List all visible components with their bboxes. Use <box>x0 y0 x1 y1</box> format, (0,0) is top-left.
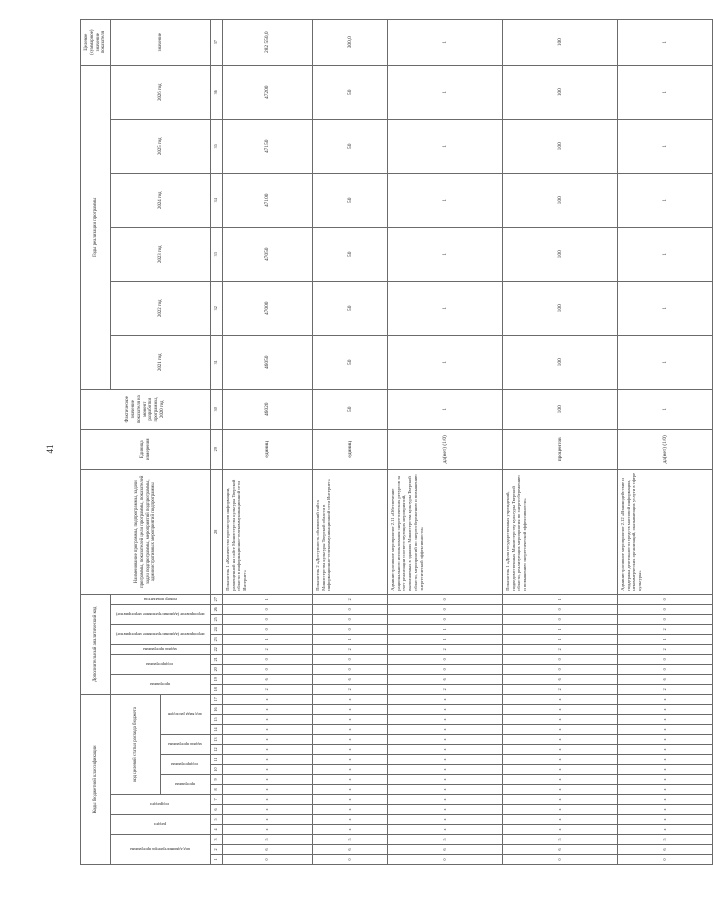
row-year-value: 50 <box>313 335 388 389</box>
code-cell: х <box>313 825 388 835</box>
code-cell: 6 <box>503 674 618 684</box>
code-cell: 0 <box>388 855 503 865</box>
code-cell: х <box>503 815 618 825</box>
header-program-code: программа <box>161 775 211 795</box>
header-expense-type: код вида расходов <box>161 694 211 734</box>
code-cell: х <box>313 705 388 715</box>
code-cell: 0 <box>313 614 388 624</box>
code-cell: х <box>313 795 388 805</box>
header-subprogram-code: подпрограмма <box>161 755 211 775</box>
row-target: 1 <box>388 19 503 65</box>
column-number: 9 <box>211 775 223 785</box>
code-cell: х <box>503 694 618 704</box>
page-number: 41 <box>45 444 55 454</box>
code-cell: 0 <box>313 664 388 674</box>
code-cell: х <box>223 775 313 785</box>
column-number: 13 <box>211 735 223 745</box>
row-year-value: 1 <box>388 65 503 119</box>
code-cell: х <box>503 775 618 785</box>
code-cell: 0 <box>388 654 503 664</box>
code-cell: х <box>618 745 713 755</box>
column-number: 30 <box>211 389 223 429</box>
code-cell: 0 <box>223 614 313 624</box>
code-cell: 6 <box>503 845 618 855</box>
column-number: 12 <box>211 745 223 755</box>
row-fact: 1 <box>388 389 503 429</box>
code-cell: х <box>618 715 713 725</box>
row-target: 100 <box>503 19 618 65</box>
code-cell: х <box>503 705 618 715</box>
code-cell: х <box>313 765 388 775</box>
code-cell: 2 <box>388 684 503 694</box>
code-cell: 0 <box>223 604 313 614</box>
row-year-value: 50 <box>313 173 388 227</box>
column-number: 23 <box>211 634 223 644</box>
code-cell: х <box>618 805 713 815</box>
row-year-value: 1 <box>618 65 713 119</box>
row-year-value: 47100 <box>223 173 313 227</box>
column-number: 2 <box>211 845 223 855</box>
row-year-value: 1 <box>618 335 713 389</box>
code-cell: х <box>223 745 313 755</box>
code-cell: 0 <box>503 664 618 674</box>
row-year-value: 47050 <box>223 227 313 281</box>
code-cell: х <box>223 694 313 704</box>
code-cell: х <box>313 785 388 795</box>
row-year-value: 50 <box>313 119 388 173</box>
row-year-value: 47000 <box>223 281 313 335</box>
code-cell: х <box>313 715 388 725</box>
row-year-value: 1 <box>388 227 503 281</box>
row-fact: 46020 <box>223 389 313 429</box>
column-number: 7 <box>211 795 223 805</box>
header-year-2022: 2022 год <box>111 281 211 335</box>
column-number: 27 <box>211 594 223 604</box>
code-cell: 5 <box>388 835 503 845</box>
header-task: задача программы <box>111 644 211 654</box>
code-cell: 1 <box>618 634 713 644</box>
code-cell: х <box>503 715 618 725</box>
code-cell: 0 <box>503 654 618 664</box>
code-cell: 2 <box>223 644 313 654</box>
code-cell: 2 <box>618 644 713 654</box>
code-cell: х <box>503 735 618 745</box>
header-year-2021: 2021 год <box>111 335 211 389</box>
row-year-value: 100 <box>503 65 618 119</box>
row-year-value: 1 <box>388 335 503 389</box>
column-number: 10 <box>211 765 223 775</box>
row-fact: 1 <box>618 389 713 429</box>
column-number: 29 <box>211 429 223 469</box>
column-number: 4 <box>211 825 223 835</box>
row-year-value: 1 <box>618 281 713 335</box>
row-year-value: 100 <box>503 335 618 389</box>
code-cell: 0 <box>503 604 618 614</box>
code-cell: х <box>503 745 618 755</box>
code-cell: 1 <box>223 634 313 644</box>
column-number: 32 <box>211 281 223 335</box>
code-cell: х <box>618 825 713 835</box>
code-cell: 0 <box>223 654 313 664</box>
code-cell: х <box>223 705 313 715</box>
code-cell: х <box>388 745 503 755</box>
code-cell: х <box>618 735 713 745</box>
column-number: 19 <box>211 674 223 684</box>
code-cell: 6 <box>313 674 388 684</box>
code-cell: х <box>223 735 313 745</box>
column-number: 15 <box>211 715 223 725</box>
row-year-value: 1 <box>388 281 503 335</box>
code-cell: х <box>618 785 713 795</box>
code-cell: 6 <box>223 674 313 684</box>
column-number: 3 <box>211 835 223 845</box>
code-cell: 0 <box>388 664 503 674</box>
column-number: 28 <box>211 469 223 594</box>
code-cell: х <box>388 795 503 805</box>
row-year-value: 1 <box>388 119 503 173</box>
code-cell: х <box>313 815 388 825</box>
code-cell: х <box>503 755 618 765</box>
code-cell: х <box>223 785 313 795</box>
code-cell: 0 <box>388 614 503 624</box>
row-unit: процентов <box>503 429 618 469</box>
column-number: 18 <box>211 684 223 694</box>
code-cell: 0 <box>503 614 618 624</box>
code-cell: х <box>388 805 503 815</box>
row-unit: единиц <box>223 429 313 469</box>
code-cell: х <box>388 725 503 735</box>
header-section: раздел <box>111 815 211 835</box>
code-cell: х <box>618 775 713 785</box>
header-fact: Фактическое значение показателя на момент разработки программы, 2020 год <box>81 389 211 429</box>
header-admin-code: код администратора программы <box>111 835 211 865</box>
code-cell: х <box>223 725 313 735</box>
header-task-code: задача программы <box>161 735 211 755</box>
code-cell: 6 <box>388 674 503 684</box>
row-year-value: 47200 <box>223 65 313 119</box>
code-cell: 2 <box>618 624 713 634</box>
code-cell: х <box>388 815 503 825</box>
code-cell: 2 <box>503 684 618 694</box>
code-cell: 0 <box>503 855 618 865</box>
code-cell: х <box>503 765 618 775</box>
table-row <box>503 19 618 864</box>
code-cell: х <box>223 755 313 765</box>
header-year-2026: 2026 год <box>111 65 211 119</box>
code-cell: 0 <box>388 594 503 604</box>
row-year-value: 100 <box>503 281 618 335</box>
column-number: 22 <box>211 644 223 654</box>
code-cell: х <box>618 725 713 735</box>
header-year-2023: 2023 год <box>111 227 211 281</box>
code-cell: х <box>503 785 618 795</box>
table-row <box>388 19 503 864</box>
code-cell: х <box>223 815 313 825</box>
row-year-value: 50 <box>313 281 388 335</box>
column-number: 20 <box>211 664 223 674</box>
header-subprogram: подпрограмма <box>111 654 211 674</box>
row-year-value: 100 <box>503 173 618 227</box>
row-target: 1 <box>618 19 713 65</box>
code-cell: 6 <box>618 674 713 684</box>
header-indicator-number: номер показателя <box>111 594 211 604</box>
row-name: Административное мероприятие 2.11 «Обеспечение рационального использования энергетических ресурсов за счет реализации соответствующих мероприятий, выполняемых в зданиях Министерства культуры Тверской области, мероприятий по энергосбережению и повышению энергетической эффективности» <box>388 469 503 594</box>
code-cell: 2 <box>388 644 503 654</box>
code-cell: 0 <box>618 604 713 614</box>
code-cell: 5 <box>618 835 713 845</box>
code-cell: х <box>388 735 503 745</box>
code-cell: х <box>313 735 388 745</box>
code-cell: 0 <box>618 614 713 624</box>
code-cell: х <box>313 725 388 735</box>
column-number: 33 <box>211 227 223 281</box>
column-number: 8 <box>211 785 223 795</box>
column-number: 16 <box>211 705 223 715</box>
code-cell: х <box>223 765 313 775</box>
code-cell: 2 <box>313 684 388 694</box>
row-year-value: 1 <box>618 227 713 281</box>
code-cell: 1 <box>388 624 503 634</box>
code-cell: 0 <box>313 624 388 634</box>
code-cell: х <box>223 825 313 835</box>
code-cell: х <box>313 805 388 815</box>
code-cell: 5 <box>223 835 313 845</box>
header-name: Наименование программы, подпрограммы, задачи программы, показателей цели программы, показателей задач подпрограммы, мероприятий подпрограммы, административных мероприятий подпрограммы <box>81 469 211 594</box>
row-year-value: 1 <box>618 119 713 173</box>
code-cell: х <box>313 694 388 704</box>
header-target-title: Целевое (суммарное) значение показателя <box>81 19 111 65</box>
code-cell: х <box>618 705 713 715</box>
header-activity-admin: мероприятие (административное мероприятие) <box>111 604 211 624</box>
row-year-value: 46050 <box>223 335 313 389</box>
code-cell: 5 <box>503 835 618 845</box>
column-number: 34 <box>211 173 223 227</box>
header-article-code: код целевой статьи расхода бюджета <box>111 694 161 794</box>
code-cell: 5 <box>313 835 388 845</box>
column-number: 35 <box>211 119 223 173</box>
row-name: Показатель 1 «Доля государственных учреждений, подведомственных Министерству культуры Тверской области, реализующих мероприятия по энергосбережению и повышению энергетической эффективности» <box>503 469 618 594</box>
column-number: 24 <box>211 624 223 634</box>
code-cell: х <box>388 785 503 795</box>
code-cell: х <box>503 805 618 815</box>
table-row <box>223 19 313 864</box>
table-row <box>618 19 713 864</box>
code-cell: 0 <box>618 594 713 604</box>
column-number: 14 <box>211 725 223 735</box>
code-cell: 0 <box>618 664 713 674</box>
code-cell: 6 <box>618 845 713 855</box>
code-cell: 2 <box>313 644 388 654</box>
column-number: 5 <box>211 815 223 825</box>
code-cell: 0 <box>313 855 388 865</box>
code-cell: 0 <box>313 604 388 614</box>
code-cell: х <box>223 805 313 815</box>
header-unit: Единица измерения <box>81 429 211 469</box>
code-cell: х <box>388 765 503 775</box>
code-cell: х <box>388 755 503 765</box>
row-name: Показатель 2 «Доступность обновлений сайта Министерства культуры Тверской области в информационно-телекоммуникационной сети Интернет» <box>313 469 388 594</box>
row-year-value: 1 <box>388 173 503 227</box>
code-cell: 0 <box>618 855 713 865</box>
code-cell: х <box>618 815 713 825</box>
code-cell: 2 <box>223 684 313 694</box>
column-number: 37 <box>211 19 223 65</box>
code-cell: х <box>388 825 503 835</box>
header-kbk: Коды бюджетной классификации <box>81 694 111 864</box>
row-unit: да(нет) (1/0) <box>618 429 713 469</box>
row-year-value: 100 <box>503 227 618 281</box>
code-cell: х <box>618 795 713 805</box>
code-cell: 0 <box>618 654 713 664</box>
code-cell: 0 <box>223 664 313 674</box>
code-cell: х <box>618 765 713 775</box>
row-name: Административное мероприятие 2.12 «Взаимодействие и поддержка деятельности средств массовой информации, некоммерческих организаций, оказывающих услуги в сфере культуры» <box>618 469 713 594</box>
code-cell: 2 <box>503 644 618 654</box>
code-cell: х <box>388 715 503 725</box>
code-cell: х <box>223 795 313 805</box>
code-cell: 1 <box>503 624 618 634</box>
column-number: 6 <box>211 805 223 815</box>
code-cell: 1 <box>503 594 618 604</box>
code-cell: 6 <box>313 845 388 855</box>
column-number: 21 <box>211 654 223 664</box>
row-unit: да(нет) (1/0) <box>388 429 503 469</box>
row-name: Показатель 1 «Количество просмотров информации, размещенной на сайте Министерства культуры Тверской области в информационно-телекоммуникационной сети Интернет» <box>223 469 313 594</box>
column-number: 26 <box>211 604 223 614</box>
row-target: 300,0 <box>313 19 388 65</box>
code-cell: 6 <box>388 845 503 855</box>
header-additional-code: Дополнительный аналитический код <box>81 594 111 694</box>
header-subsection: подраздел <box>111 795 211 815</box>
column-number: 1 <box>211 855 223 865</box>
code-cell: х <box>618 755 713 765</box>
code-cell: 2 <box>313 594 388 604</box>
header-program: программа <box>111 674 211 694</box>
code-cell: 6 <box>223 845 313 855</box>
header-target-value: значение <box>111 19 211 65</box>
code-cell: х <box>388 705 503 715</box>
rotated-page <box>80 29 668 865</box>
header-activity: мероприятие (административное мероприятие) <box>111 624 211 644</box>
code-cell: 1 <box>503 634 618 644</box>
row-year-value: 100 <box>503 119 618 173</box>
code-cell: х <box>388 694 503 704</box>
column-number: 11 <box>211 755 223 765</box>
code-cell: х <box>618 694 713 704</box>
code-cell: х <box>503 825 618 835</box>
header-year-2025: 2025 год <box>111 119 211 173</box>
code-cell: 2 <box>618 684 713 694</box>
code-cell: х <box>313 775 388 785</box>
code-cell: 0 <box>313 654 388 664</box>
column-number: 17 <box>211 694 223 704</box>
code-cell: х <box>313 755 388 765</box>
column-number: 25 <box>211 614 223 624</box>
column-number: 31 <box>211 335 223 389</box>
code-cell: 1 <box>223 594 313 604</box>
table-row <box>313 19 388 864</box>
code-cell: 0 <box>223 855 313 865</box>
header-years-title: Годы реализации программы <box>81 65 111 389</box>
row-target: 282 550,0 <box>223 19 313 65</box>
code-cell: х <box>503 725 618 735</box>
row-year-value: 50 <box>313 65 388 119</box>
code-cell: х <box>223 715 313 725</box>
code-cell: х <box>388 775 503 785</box>
row-year-value: 50 <box>313 227 388 281</box>
row-fact: 50 <box>313 389 388 429</box>
program-indicators-table <box>80 19 713 865</box>
code-cell: 0 <box>223 624 313 634</box>
code-cell: х <box>503 795 618 805</box>
row-year-value: 47150 <box>223 119 313 173</box>
row-unit: единиц <box>313 429 388 469</box>
code-cell: х <box>313 745 388 755</box>
row-year-value: 1 <box>618 173 713 227</box>
row-fact: 100 <box>503 389 618 429</box>
code-cell: 0 <box>388 604 503 614</box>
column-number: 36 <box>211 65 223 119</box>
code-cell: 1 <box>313 634 388 644</box>
header-year-2024: 2024 год <box>111 173 211 227</box>
code-cell: 1 <box>388 634 503 644</box>
